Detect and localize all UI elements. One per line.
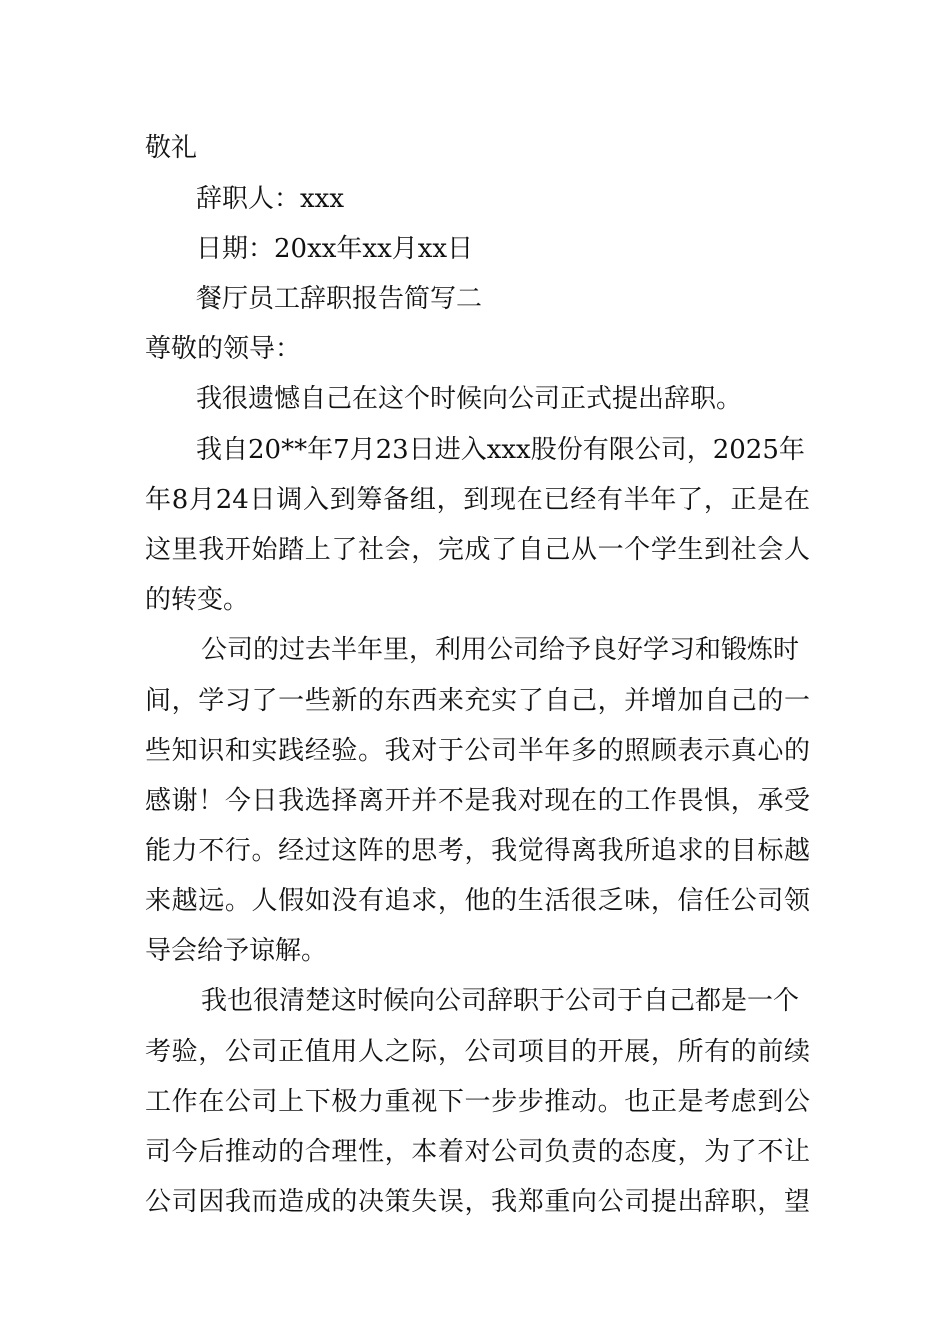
paragraph-line: 年8月24日调入到筹备组，到现在已经有半年了，正是在: [145, 485, 810, 515]
paragraph-line: 公司的过去半年里，利用公司给予良好学习和锻炼时: [201, 635, 800, 665]
section-title: 餐厅员工辞职报告简写二: [196, 284, 483, 314]
salutation: 尊敬的领导：: [145, 334, 302, 364]
paragraph-line: 司今后推动的合理性，本着对公司负责的态度，为了不让: [145, 1137, 810, 1167]
paragraph-line: 我也很清楚这时候向公司辞职于公司于自己都是一个: [201, 986, 800, 1016]
paragraph-line: 公司因我而造成的决策失误，我郑重向公司提出辞职，望: [145, 1187, 810, 1217]
date-line: 日期：20xx年xx月xx日: [196, 234, 474, 264]
paragraph-line: 我很遗憾自己在这个时候向公司正式提出辞职。: [196, 384, 743, 414]
closing-text: 敬礼: [145, 133, 198, 163]
paragraph-line: 考验，公司正值用人之际，公司项目的开展，所有的前续: [145, 1037, 810, 1067]
paragraph-line: 能力不行。经过这阵的思考，我觉得离我所追求的目标越: [145, 836, 810, 866]
resigner-line: 辞职人：xxx: [196, 184, 344, 214]
paragraph-line: 些知识和实践经验。我对于公司半年多的照顾表示真心的: [145, 736, 810, 766]
paragraph-line: 这里我开始踏上了社会，完成了自己从一个学生到社会人: [145, 535, 810, 565]
paragraph-line: 导会给予谅解。: [145, 936, 328, 966]
paragraph-line: 我自20**年7月23日进入xxx股份有限公司，2025年: [196, 435, 805, 465]
paragraph-line: 来越远。人假如没有追求，他的生活很乏味，信任公司领: [145, 886, 810, 916]
paragraph-line: 的转变。: [145, 585, 250, 615]
paragraph-line: 间，学习了一些新的东西来充实了自己，并增加自己的一: [145, 686, 810, 716]
paragraph-line: 工作在公司上下极力重视下一步步推动。也正是考虑到公: [145, 1087, 810, 1117]
paragraph-line: 感谢！今日我选择离开并不是我对现在的工作畏惧，承受: [145, 786, 810, 816]
